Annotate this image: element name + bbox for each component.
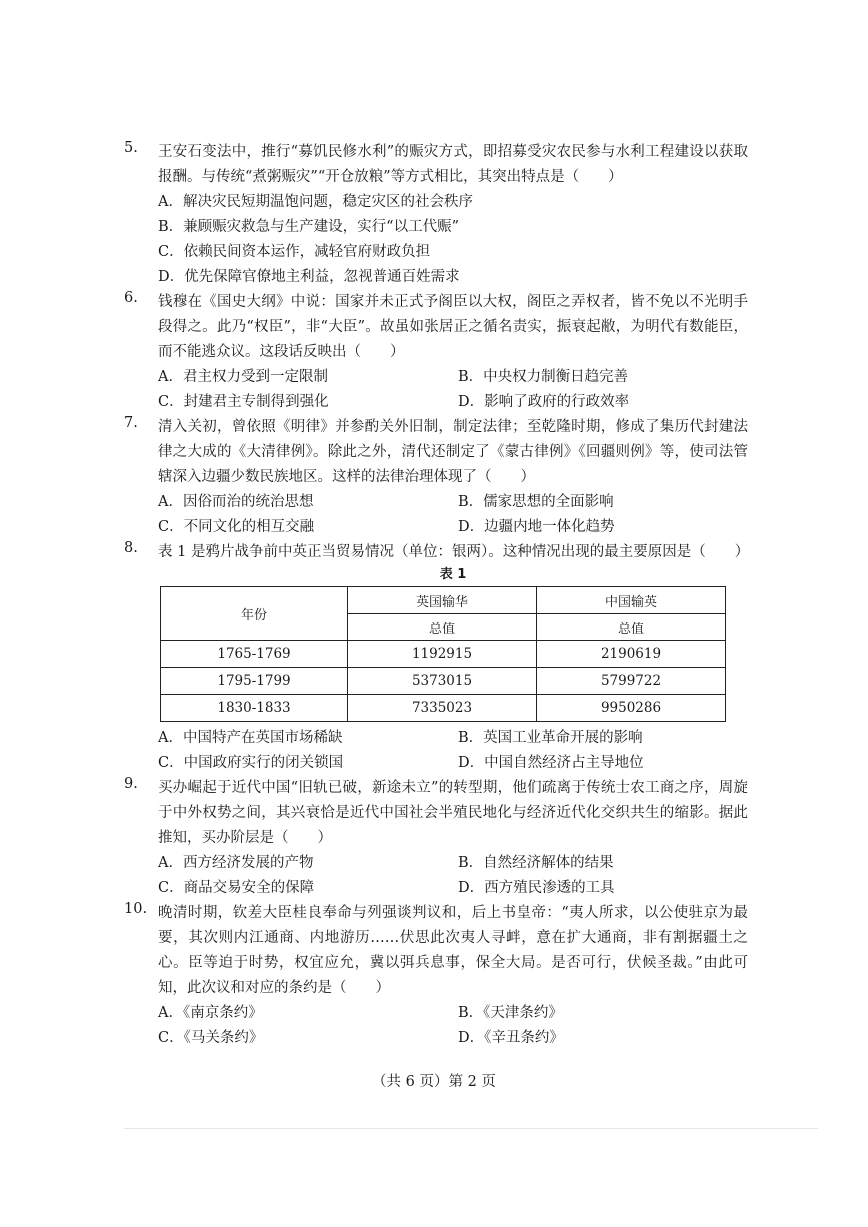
table-row <box>161 695 726 722</box>
value-cell: 2190619 <box>537 641 726 668</box>
question-10 <box>124 901 748 1051</box>
option-d: D．中国自然经济占主导地位 <box>458 755 644 771</box>
bottom-divider <box>124 1128 818 1129</box>
page-footer: （共 6 页）第 2 页 <box>372 1074 496 1090</box>
option-d: D．西方殖民渗透的工具 <box>458 880 615 896</box>
options <box>158 1001 748 1051</box>
year-cell: 1795-1799 <box>161 668 348 695</box>
option-a: A．中国特产在英国市场稀缺 <box>158 730 343 746</box>
questions-area <box>124 140 748 1051</box>
value-cell: 9950286 <box>537 695 726 722</box>
option-b: B．《天津条约》 <box>458 1005 563 1021</box>
option-d: D．优先保障官僚地主利益，忽视普通百姓需求 <box>158 269 460 285</box>
option-b: B．英国工业革命开展的影响 <box>458 730 643 746</box>
trade-table <box>160 586 726 722</box>
options <box>158 365 748 415</box>
options <box>158 190 748 290</box>
question-5 <box>124 140 748 290</box>
question-stem: 王安石变法中，推行“募饥民修水利”的赈灾方式，即招募受灾农民参与水利工程建设以获取报酬。与传统“煮粥赈灾”“开仓放粮”等方式相比，其突出特点是（ ） <box>158 144 748 185</box>
options <box>158 851 748 901</box>
option-c: C．封建君主专制得到强化 <box>158 394 329 410</box>
value-cell: 5373015 <box>348 668 537 695</box>
question-number: 7. <box>124 415 138 431</box>
year-cell: 1830-1833 <box>161 695 348 722</box>
option-c: C．商品交易安全的保障 <box>158 880 315 896</box>
value-cell: 5799722 <box>537 668 726 695</box>
option-b: B．兼顾赈灾救急与生产建设，实行“以工代赈” <box>158 219 459 235</box>
year-header: 年份 <box>161 587 348 641</box>
option-b: B．中央权力制衡日趋完善 <box>458 369 629 385</box>
question-stem: 买办崛起于近代中国“旧轨已破，新途未立”的转型期，他们疏离于传统士农工商之序，周旋于中外权势之间，其兴衰恰是近代中国社会半殖民地化与经济近代化交织共生的缩影。据此推知，买办阶层是（ ） <box>158 780 748 846</box>
option-a: A．因俗而治的统治思想 <box>158 494 314 510</box>
table-row <box>161 668 726 695</box>
options <box>158 490 748 540</box>
option-c: C．依赖民间资本运作，减轻官府财政负担 <box>158 244 431 260</box>
table-row <box>161 641 726 668</box>
question-6 <box>124 290 748 415</box>
col1-subheader: 总值 <box>348 614 537 641</box>
question-7 <box>124 415 748 540</box>
question-stem: 晚清时期，钦差大臣桂良奉命与列强谈判议和，后上书皇帝：“夷人所求，以公使驻京为最要，其次则内江通商、内地游历……伏思此次夷人寻衅，意在扩大通商，非有割据疆土之心。臣等迫于时势，权宜应允，冀以弭兵息事，保全大局。是否可行，伏候圣裁。”由此可知，此次议和对应的条约是（ ） <box>158 905 748 996</box>
option-b: B．儒家思想的全面影响 <box>458 494 614 510</box>
question-number: 5. <box>124 140 138 156</box>
option-a: A．君主权力受到一定限制 <box>158 369 328 385</box>
question-stem: 表 1 是鸦片战争前中英正当贸易情况（单位：银两）。这种情况出现的最主要原因是（ ） <box>158 544 750 560</box>
option-a: A．解决灾民短期温饱问题，稳定灾区的社会秩序 <box>158 194 473 210</box>
question-9 <box>124 776 748 901</box>
value-cell: 1192915 <box>348 641 537 668</box>
year-cell: 1765-1769 <box>161 641 348 668</box>
col2-header: 中国输英 <box>537 587 726 614</box>
option-a: A．《南京条约》 <box>158 1005 263 1021</box>
option-d: D．边疆内地一体化趋势 <box>458 519 615 535</box>
question-number: 8. <box>124 540 138 556</box>
question-number: 9. <box>124 776 138 792</box>
option-d: D．影响了政府的行政效率 <box>458 394 630 410</box>
value-cell: 7335023 <box>348 695 537 722</box>
options <box>158 726 748 776</box>
option-a: A．西方经济发展的产物 <box>158 855 314 871</box>
option-d: D．《辛丑条约》 <box>458 1030 564 1046</box>
question-number: 6. <box>124 290 138 306</box>
question-stem: 清入关初，曾依照《明律》并参酌关外旧制，制定法律；至乾隆时期，修成了集历代封建法律之大成的《大清律例》。除此之外，清代还制定了《蒙古律例》《回疆则例》等，使司法管辖深入边疆少数民族地区。这样的法律治理体现了（ ） <box>158 419 748 485</box>
col2-subheader: 总值 <box>537 614 726 641</box>
question-stem: 钱穆在《国史大纲》中说：国家并未正式予阁臣以大权，阁臣之弄权者，皆不免以不光明手段得之。此乃“权臣”，非“大臣”。故虽如张居正之循名责实，振衰起敝，为明代有数能臣，而不能逃众议。这段话反映出（ ） <box>158 294 748 360</box>
option-b: B．自然经济解体的结果 <box>458 855 614 871</box>
option-c: C．《马关条约》 <box>158 1030 264 1046</box>
question-8 <box>124 540 748 776</box>
table-caption: 表 1 <box>439 567 467 582</box>
question-number: 10. <box>124 901 148 917</box>
option-c: C．中国政府实行的闭关锁国 <box>158 755 344 771</box>
option-c: C．不同文化的相互交融 <box>158 519 315 535</box>
col1-header: 英国输华 <box>348 587 537 614</box>
